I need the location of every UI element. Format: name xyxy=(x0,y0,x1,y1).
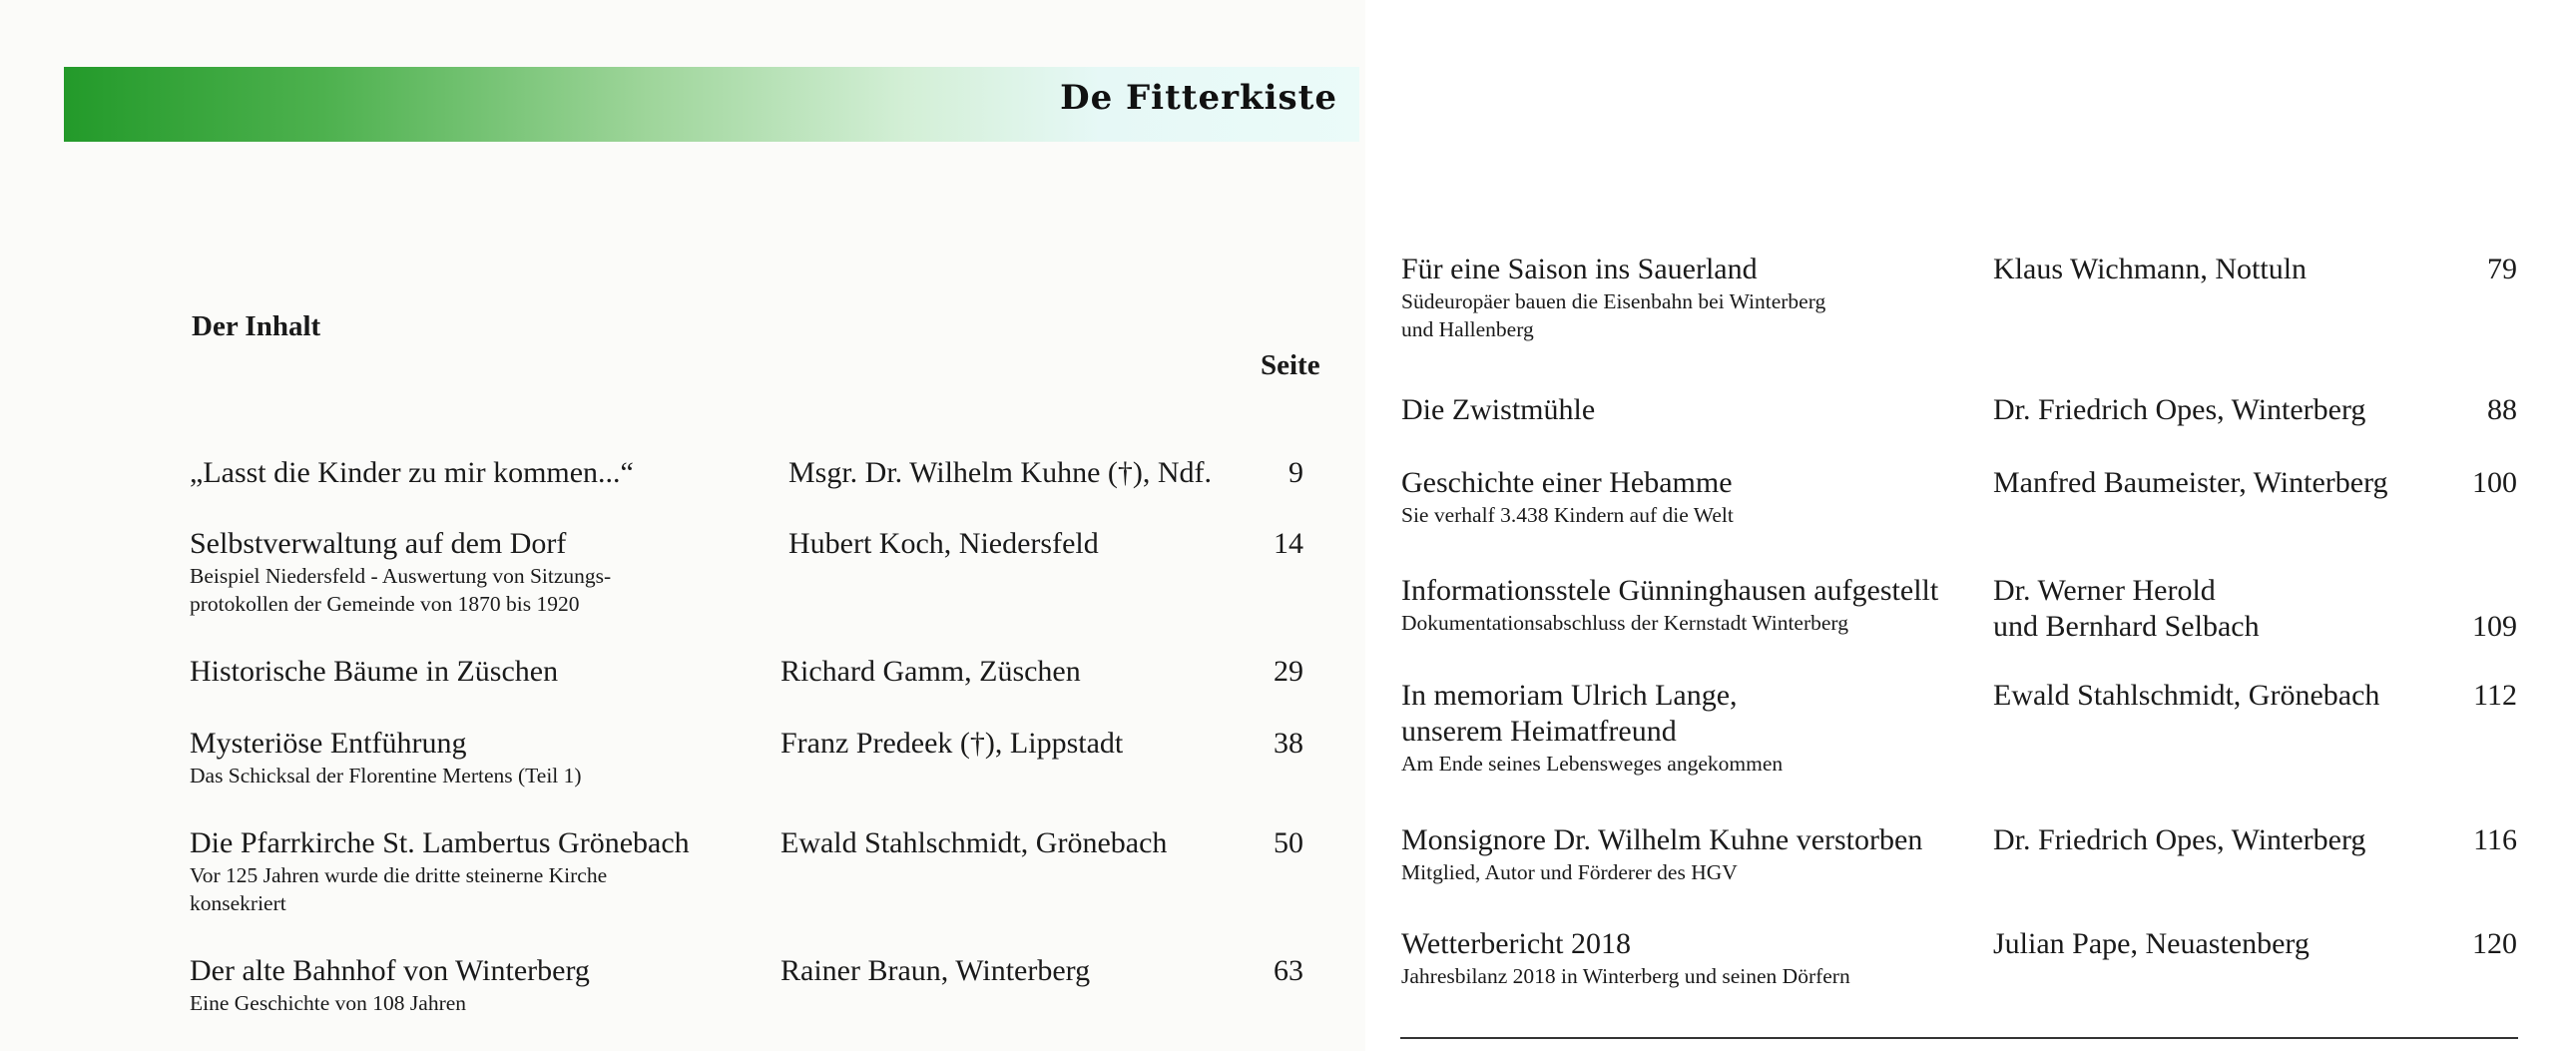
entry-title: Wetterbericht 2018 xyxy=(1401,927,1631,960)
bottom-rule xyxy=(1400,1037,2518,1039)
toc-heading: Der Inhalt xyxy=(192,310,321,342)
toc-entry xyxy=(190,526,611,618)
entry-author xyxy=(780,953,1090,989)
author-line: Franz Predeek (†), Lippstadt xyxy=(780,727,1124,760)
entry-page-number: 38 xyxy=(1274,727,1303,760)
entry-page-number: 9 xyxy=(1288,456,1303,489)
entry-title: Die Pfarrkirche St. Lambertus Grönebach xyxy=(190,826,690,859)
entry-author xyxy=(780,726,1123,762)
entry-subtitle: Am Ende seines Lebensweges angekommen xyxy=(1401,752,1784,776)
entry-title: Die Zwistmühle xyxy=(1401,393,1596,426)
entry-author xyxy=(788,526,1099,562)
toc-entry xyxy=(1401,573,1938,637)
entry-subtitle: Vor 125 Jahren wurde die dritte steinerne Kirche xyxy=(190,863,608,887)
entry-subtitle: konsekriert xyxy=(190,891,286,915)
author-line: Julian Pape, Neuastenberg xyxy=(1993,927,2310,960)
entry-page-number: 79 xyxy=(2487,253,2517,285)
author-line: und Bernhard Selbach xyxy=(1993,610,2260,643)
toc-entry xyxy=(190,953,590,1017)
entry-subtitle: und Hallenberg xyxy=(1401,317,1534,341)
entry-page-number: 100 xyxy=(2472,466,2517,499)
author-line: Msgr. Dr. Wilhelm Kuhne (†), Ndf. xyxy=(788,456,1213,489)
entry-subtitle: Eine Geschichte von 108 Jahren xyxy=(190,991,467,1015)
entry-title: Mysteriöse Entführung xyxy=(190,727,467,760)
entry-title: „Lasst die Kinder zu mir kommen...“ xyxy=(190,456,634,489)
author-line: Dr. Werner Herold xyxy=(1993,574,2216,607)
entry-subtitle: protokollen der Gemeinde von 1870 bis 1920 xyxy=(190,592,580,616)
entry-author xyxy=(1993,822,2365,858)
entry-page-number: 50 xyxy=(1274,826,1303,859)
entry-title: Informationsstele Günninghausen aufgestellt xyxy=(1401,574,1939,607)
entry-page-number: 14 xyxy=(1274,527,1303,560)
entry-page-number: 29 xyxy=(1274,655,1303,688)
entry-title: Selbstverwaltung auf dem Dorf xyxy=(190,527,567,560)
author-line: Dr. Friedrich Opes, Winterberg xyxy=(1993,823,2366,856)
author-line: Dr. Friedrich Opes, Winterberg xyxy=(1993,393,2366,426)
toc-entry xyxy=(1401,252,1825,343)
toc-entry xyxy=(1401,926,1850,990)
toc-entry xyxy=(1401,465,1734,529)
entry-author xyxy=(1993,678,2379,714)
entry-page-number: 112 xyxy=(2473,679,2517,712)
toc-entry xyxy=(190,726,582,789)
entry-page-number: 88 xyxy=(2487,393,2517,426)
entry-subtitle: Dokumentationsabschluss der Kernstadt Winterberg xyxy=(1401,611,1848,635)
entry-page-number: 116 xyxy=(2473,823,2517,856)
author-line: Hubert Koch, Niedersfeld xyxy=(788,527,1099,560)
author-line: Ewald Stahlschmidt, Grönebach xyxy=(1993,679,2380,712)
entry-title: Der alte Bahnhof von Winterberg xyxy=(190,954,590,987)
page-column-heading: Seite xyxy=(1261,349,1320,381)
entry-title: Monsignore Dr. Wilhelm Kuhne verstorben xyxy=(1401,823,1923,856)
entry-title: Geschichte einer Hebamme xyxy=(1401,466,1733,499)
toc-entry xyxy=(190,455,634,491)
toc-entry xyxy=(1401,822,1922,886)
entry-subtitle: Jahresbilanz 2018 in Winterberg und seinen Dörfern xyxy=(1401,964,1850,988)
entry-author xyxy=(780,825,1167,861)
entry-author xyxy=(1993,926,2310,962)
entry-page-number: 109 xyxy=(2472,610,2517,643)
entry-subtitle: Beispiel Niedersfeld - Auswertung von Sitzungs- xyxy=(190,564,612,588)
entry-page-number: 120 xyxy=(2472,927,2517,960)
author-line: Ewald Stahlschmidt, Grönebach xyxy=(780,826,1168,859)
entry-title: unserem Heimatfreund xyxy=(1401,715,1677,748)
author-line: Klaus Wichmann, Nottuln xyxy=(1993,253,2308,285)
entry-page-number: 63 xyxy=(1274,954,1303,987)
entry-author xyxy=(1993,252,2307,287)
toc-entry xyxy=(190,654,558,690)
author-line: Manfred Baumeister, Winterberg xyxy=(1993,466,2388,499)
toc-entry xyxy=(1401,678,1783,778)
entry-subtitle: Das Schicksal der Florentine Mertens (Teil 1) xyxy=(190,764,582,788)
entry-author xyxy=(780,654,1081,690)
entry-title: Für eine Saison ins Sauerland xyxy=(1401,253,1758,285)
entry-title: Historische Bäume in Züschen xyxy=(190,655,559,688)
header-banner xyxy=(64,67,1359,142)
author-line: Richard Gamm, Züschen xyxy=(780,655,1081,688)
toc-entry xyxy=(1401,392,1595,428)
entry-subtitle: Mitglied, Autor und Förderer des HGV xyxy=(1401,860,1738,884)
toc-entry xyxy=(190,825,690,917)
entry-author xyxy=(788,455,1212,491)
entry-author xyxy=(1993,573,2260,645)
entry-author xyxy=(1993,465,2388,501)
entry-title: In memoriam Ulrich Lange, xyxy=(1401,679,1738,712)
magazine-title: De Fitterkiste xyxy=(1060,78,1337,118)
entry-subtitle: Sie verhalf 3.438 Kindern auf die Welt xyxy=(1401,503,1734,527)
author-line: Rainer Braun, Winterberg xyxy=(780,954,1091,987)
entry-subtitle: Südeuropäer bauen die Eisenbahn bei Winterberg xyxy=(1401,289,1826,313)
entry-author xyxy=(1993,392,2365,428)
